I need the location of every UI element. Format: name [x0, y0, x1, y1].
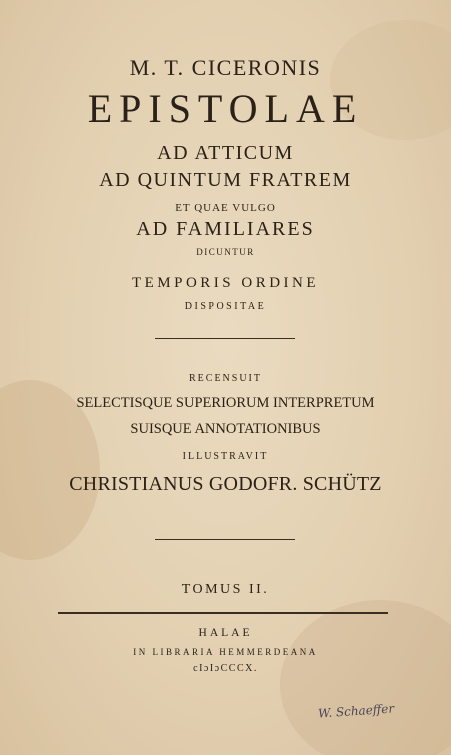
line-suisque: SUISQUE ANNOTATIONIBUS: [130, 421, 321, 437]
editor-name: CHRISTIANUS GODOFR. SCHÜTZ: [69, 473, 382, 495]
line-ad-atticum: AD ATTICUM: [157, 142, 294, 164]
line-ad-familiares: AD FAMILIARES: [136, 218, 315, 240]
line-illustravit: ILLUSTRAVIT: [182, 451, 269, 462]
line-recensuit: RECENSUIT: [189, 373, 262, 384]
handwritten-signature: W. Schaeffer: [317, 701, 395, 721]
publication-year: cIɔIɔCCCX.: [193, 663, 258, 674]
rule-1: [155, 338, 295, 339]
author-line: M. T. CICERONIS: [129, 55, 322, 80]
place-halae: HALAE: [198, 627, 253, 639]
rule-3: [58, 612, 388, 614]
publisher-line: IN LIBRARIA HEMMERDEANA: [133, 647, 318, 657]
line-ad-quintum: AD QUINTUM FRATREM: [99, 169, 352, 191]
line-dicuntur: DICUNTUR: [196, 247, 255, 257]
volume-label: TOMUS II.: [181, 582, 270, 597]
line-dispositae: DISPOSITAE: [184, 301, 267, 312]
line-et-quae-vulgo: ET QUAE VULGO: [175, 202, 276, 214]
line-temporis-ordine: TEMPORIS ORDINE: [131, 275, 320, 291]
main-title: EPISTOLAE: [87, 86, 364, 131]
rule-2: [155, 539, 295, 540]
line-selectisque: SELECTISQUE SUPERIORUM INTERPRETUM: [76, 395, 375, 411]
